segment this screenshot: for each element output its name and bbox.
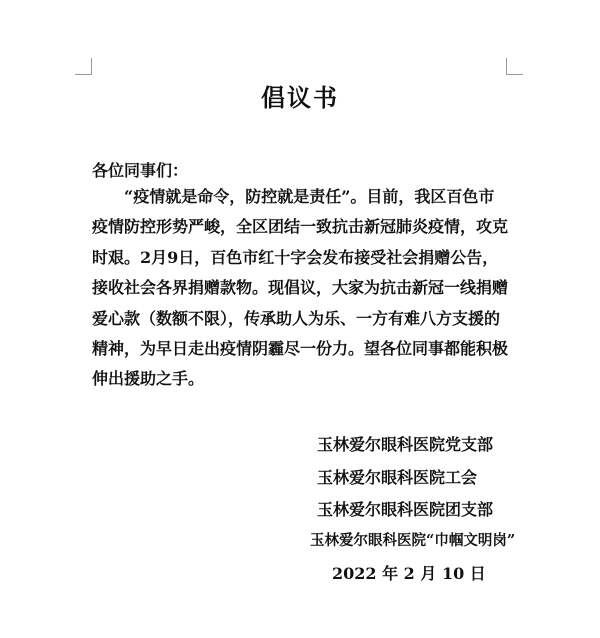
- body-line: 爱心款（数额不限），传承助人为乐、一方有难八方支援的: [92, 308, 501, 328]
- signature-union: 玉林爱尔眼科医院工会: [317, 468, 478, 487]
- salutation: 各位同事们：: [92, 161, 189, 180]
- document-date: 2022 年 2 月 10 日: [332, 564, 486, 583]
- document-title: 倡议书: [261, 83, 339, 112]
- corner-crop-mark-top-left: [75, 58, 92, 75]
- signature-party-branch: 玉林爱尔眼科医院党支部: [317, 435, 494, 454]
- body-paragraph: [92, 182, 512, 395]
- body-line: “疫情就是命令，防控就是责任”。目前，我区百色市: [124, 187, 495, 206]
- corner-crop-mark-top-right: [506, 58, 523, 75]
- body-line: 疫情防控形势严峻，全区团结一致抗击新冠肺炎疫情，攻克: [92, 217, 509, 237]
- body-line: 时艰。2月9日，百色市红十字会发布接受社会捐赠公告，: [92, 247, 499, 267]
- body-line: 精神，为早日走出疫情阴霾尽一份力。望各位同事都能积极: [92, 339, 509, 359]
- signature-youth-league: 玉林爱尔眼科医院团支部: [317, 500, 494, 519]
- body-line: 接收社会各界捐赠款物。现倡议，大家为抗击新冠一线捐赠: [92, 278, 509, 298]
- body-line: 伸出援助之手。: [92, 369, 205, 389]
- signature-womens-post: 玉林爱尔眼科医院“巾帼文明岗”: [310, 532, 516, 549]
